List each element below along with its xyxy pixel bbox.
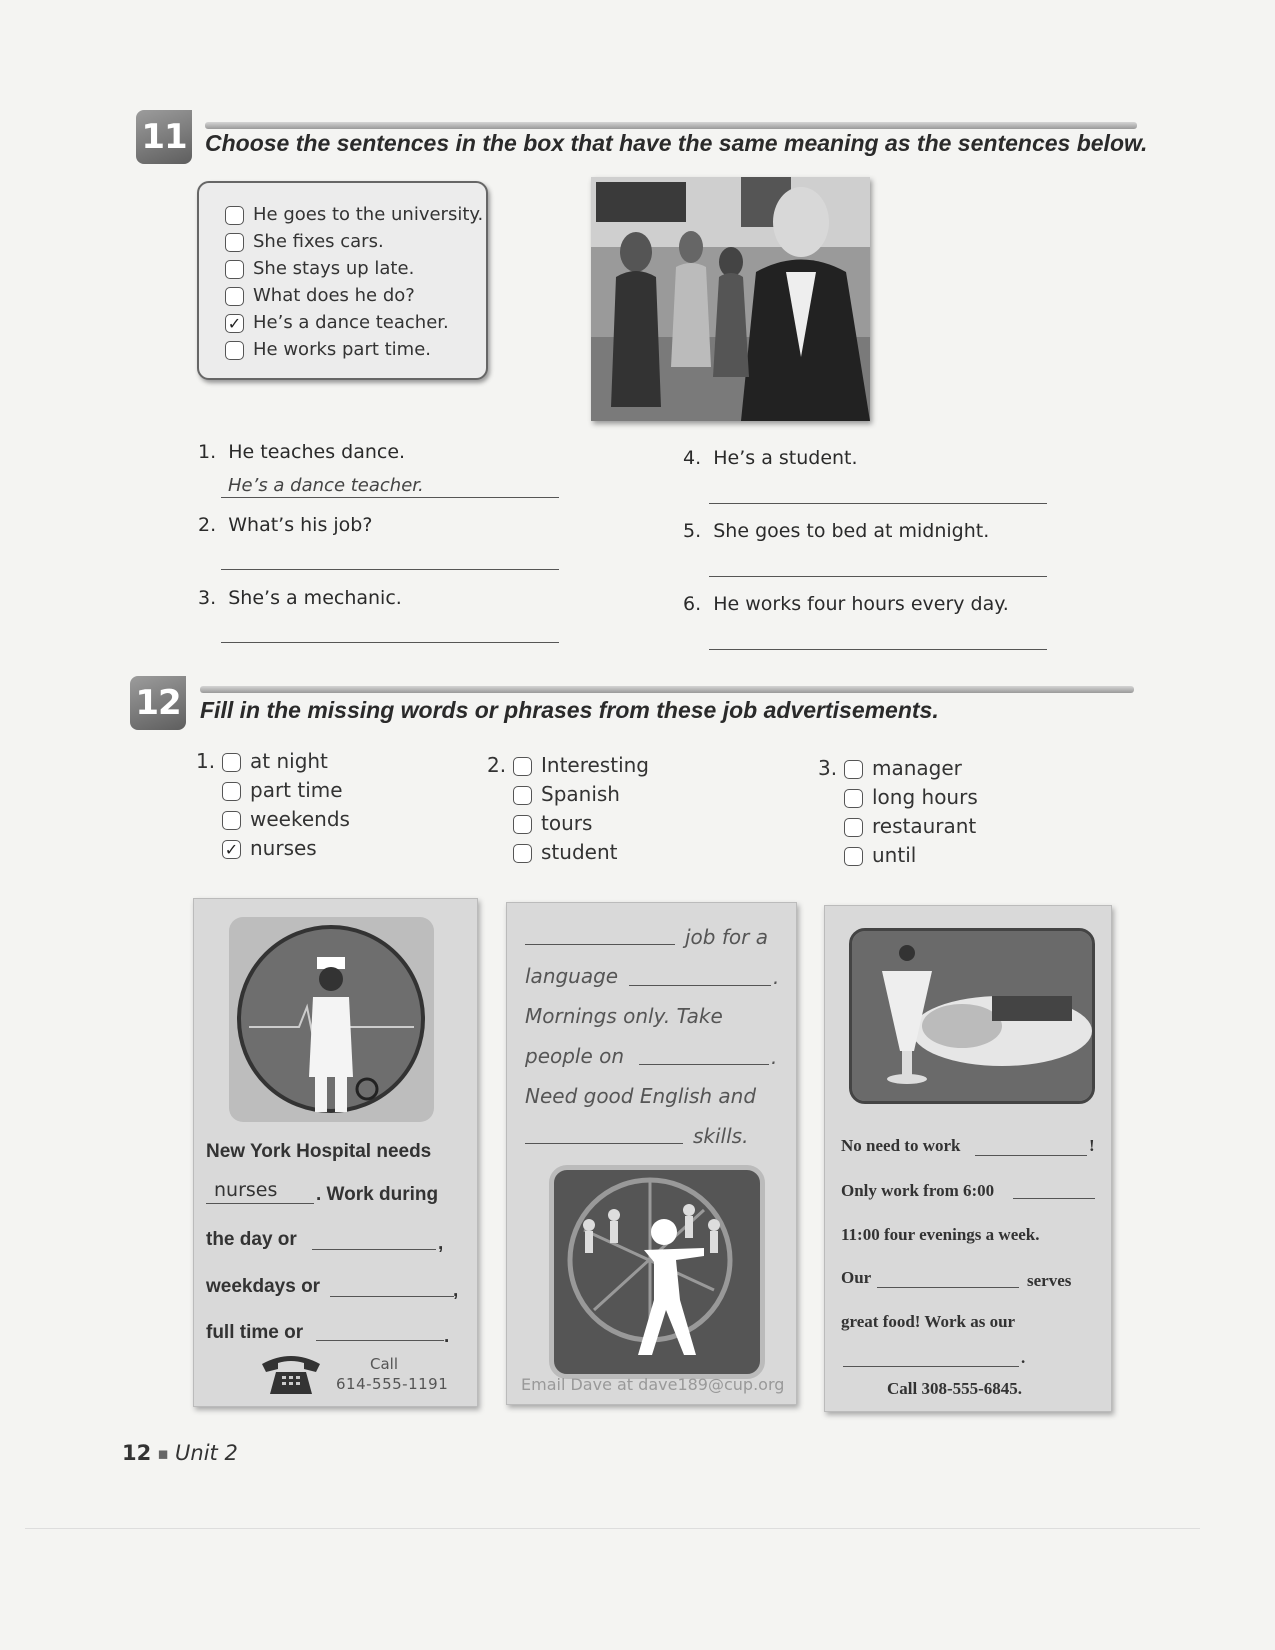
question-4: 4. He’s a student.: [683, 447, 858, 469]
page-footer: [122, 1441, 238, 1465]
checkbox-option[interactable]: [818, 754, 978, 783]
checkbox-label: He goes to the university.: [253, 204, 484, 225]
checkbox-label: He works part time.: [253, 339, 432, 360]
restaurant-ad-line5: great food! Work as our: [841, 1312, 1016, 1331]
restaurant-ad-line2: Only work from 6:00: [841, 1181, 995, 1200]
restaurant-ad-line4-after: serves: [1027, 1271, 1072, 1290]
item-number: 2.: [487, 753, 507, 777]
question-6: 6. He works four hours every day.: [683, 593, 1009, 615]
hospital-ad-line5: full time or: [206, 1322, 304, 1343]
question-1: 1. He teaches dance.: [198, 441, 406, 463]
section-11-rule: [205, 122, 1137, 129]
checkbox-option[interactable]: [196, 747, 350, 776]
checkbox[interactable]: [513, 815, 532, 834]
answer-line-4[interactable]: [709, 503, 1047, 504]
hospital-ad-comma-1: ,: [438, 1233, 444, 1254]
restaurant-ad: [824, 905, 1112, 1412]
checkbox[interactable]: [513, 786, 532, 805]
hospital-ad-call: Call: [370, 1355, 399, 1373]
tour-ad-blank-2[interactable]: [629, 985, 771, 986]
restaurant-ad-blank-3[interactable]: [877, 1287, 1019, 1288]
hospital-ad-line4: weekdays or: [206, 1276, 321, 1297]
checkbox-option[interactable]: [225, 255, 483, 282]
exercise-12-badge: 12: [130, 676, 186, 730]
restaurant-ad-line4-before: Our: [841, 1268, 872, 1287]
tour-ad-line4: people on: [525, 1044, 625, 1068]
checkbox[interactable]: [844, 760, 863, 779]
checkbox[interactable]: [222, 811, 241, 830]
exercise-11-instruction: Choose the sentences in the box that have the same meaning as the sentences below.: [205, 130, 1148, 156]
question-2: 2. What’s his job?: [198, 514, 373, 536]
exercise-12-instruction: Fill in the missing words or phrases from these job advertisements.: [200, 697, 939, 723]
tour-guide-ad: [506, 902, 797, 1405]
restaurant-ad-blank-2[interactable]: [1013, 1198, 1095, 1199]
checkbox-label: part time: [250, 778, 343, 802]
word-list-2: [487, 751, 649, 867]
hospital-ad-line3: the day or: [206, 1229, 297, 1250]
word-list-3: [818, 754, 978, 870]
answer-1[interactable]: He’s a dance teacher.: [228, 475, 424, 496]
restaurant-ad-blank-1[interactable]: [975, 1155, 1087, 1156]
hospital-ad-filled-blank[interactable]: nurses: [214, 1179, 278, 1201]
sentence-box: [197, 181, 488, 380]
checkbox-option[interactable]: [225, 336, 483, 363]
checkbox-option[interactable]: [225, 228, 483, 255]
sentence-box-list: [225, 201, 483, 363]
checkbox-option[interactable]: [487, 780, 649, 809]
checkbox[interactable]: [844, 818, 863, 837]
checkbox-option[interactable]: [225, 282, 483, 309]
phone-icon: [258, 1352, 324, 1398]
checkbox[interactable]: [225, 287, 244, 306]
checkbox-label: Interesting: [541, 753, 649, 777]
checkbox-label: Spanish: [541, 782, 620, 806]
hospital-ad-line2: . Work during: [316, 1184, 439, 1205]
dance-class-photo: [591, 177, 870, 421]
restaurant-ad-line1: No need to work: [841, 1136, 961, 1155]
checkbox-option[interactable]: [196, 834, 350, 863]
hospital-ad-period: .: [444, 1326, 450, 1347]
checkbox-label: at night: [250, 749, 328, 773]
checkbox-option[interactable]: [818, 841, 978, 870]
checkbox[interactable]: [844, 847, 863, 866]
hospital-ad-comma-2: ,: [453, 1280, 459, 1301]
checkbox-label: until: [872, 843, 917, 867]
checkbox-option[interactable]: [487, 751, 649, 780]
word-list-1: [196, 747, 350, 863]
tour-ad-line1: job for a: [685, 925, 768, 949]
question-5: 5. She goes to bed at midnight.: [683, 520, 990, 542]
hospital-ad-phone: 614-555-1191: [336, 1375, 449, 1393]
tour-ad-line3: Mornings only. Take: [525, 1004, 723, 1028]
checkbox-label: What does he do?: [253, 285, 415, 306]
checkbox-option[interactable]: [225, 309, 483, 336]
checkbox-label: long hours: [872, 785, 978, 809]
answer-line-3[interactable]: [221, 642, 559, 643]
checkbox[interactable]: [225, 233, 244, 252]
item-number: 1.: [196, 749, 216, 773]
hospital-ad-blank-1: [206, 1203, 314, 1204]
tour-ad-blank-1[interactable]: [525, 944, 675, 945]
checkbox[interactable]: [225, 260, 244, 279]
restaurant-ad-excl: !: [1089, 1136, 1095, 1155]
question-3: 3. She’s a mechanic.: [198, 587, 402, 609]
checkbox-label: manager: [872, 756, 962, 780]
tour-ad-blank-3[interactable]: [639, 1064, 769, 1065]
tour-ad-line2: language: [525, 964, 619, 988]
tour-ad-blank-4[interactable]: [525, 1143, 683, 1144]
checkbox-label: nurses: [250, 836, 317, 860]
restaurant-ad-call: Call 308-555-6845.: [887, 1379, 1023, 1398]
checkbox[interactable]: [222, 753, 241, 772]
hospital-ad-blank-3[interactable]: [330, 1296, 454, 1297]
checkbox-label: She fixes cars.: [253, 231, 384, 252]
checkbox[interactable]: ✓: [225, 314, 244, 333]
restaurant-ad-blank-4[interactable]: [843, 1366, 1019, 1367]
section-12-rule: [200, 686, 1134, 693]
checkbox-option[interactable]: [196, 805, 350, 834]
tour-ad-line5: Need good English and: [525, 1084, 757, 1108]
answer-line-1[interactable]: [221, 497, 559, 498]
checkbox-label: weekends: [250, 807, 350, 831]
checkbox-option[interactable]: [225, 201, 483, 228]
hospital-ad-line1: New York Hospital needs: [206, 1141, 432, 1162]
answer-line-2[interactable]: [221, 569, 559, 570]
restaurant-ad-period: .: [1021, 1348, 1026, 1367]
tour-ad-line6: skills.: [693, 1124, 749, 1148]
tour-ad-email: Email Dave at dave189@cup.org: [521, 1375, 785, 1394]
page-bottom-rule: [25, 1528, 1200, 1529]
checkbox-option[interactable]: [487, 838, 649, 867]
checkbox-label: restaurant: [872, 814, 977, 838]
checkbox[interactable]: [513, 844, 532, 863]
hospital-ad: [193, 898, 478, 1407]
tour-ad-period-1: .: [773, 965, 780, 989]
page-number: 12: [122, 1441, 152, 1465]
footer-separator: ■: [157, 1447, 169, 1461]
checkbox-option[interactable]: [196, 776, 350, 805]
milkshake-photo: [849, 928, 1095, 1104]
tour-group-illustration: [549, 1165, 765, 1379]
checkbox[interactable]: [513, 757, 532, 776]
checkbox[interactable]: [225, 206, 244, 225]
tour-ad-period-2: .: [771, 1045, 778, 1069]
answer-line-6[interactable]: [709, 649, 1047, 650]
checkbox-option[interactable]: [487, 809, 649, 838]
checkbox-label: She stays up late.: [253, 258, 415, 279]
hospital-ad-blank-2[interactable]: [312, 1249, 436, 1250]
checkbox-label: He’s a dance teacher.: [253, 312, 449, 333]
checkbox[interactable]: [222, 782, 241, 801]
nurse-illustration: [229, 917, 434, 1122]
hospital-ad-blank-4[interactable]: [316, 1340, 444, 1341]
checkbox-label: tours: [541, 811, 593, 835]
answer-line-5[interactable]: [709, 576, 1047, 577]
checkbox-label: student: [541, 840, 618, 864]
exercise-11-badge: 11: [136, 110, 192, 164]
restaurant-ad-line3: 11:00 four evenings a week.: [841, 1225, 1040, 1244]
checkbox[interactable]: [225, 341, 244, 360]
checkbox-option[interactable]: [818, 812, 978, 841]
checkbox[interactable]: ✓: [222, 840, 241, 859]
unit-label: Unit 2: [175, 1441, 238, 1465]
checkbox-option[interactable]: [818, 783, 978, 812]
item-number: 3.: [818, 756, 838, 780]
checkbox[interactable]: [844, 789, 863, 808]
